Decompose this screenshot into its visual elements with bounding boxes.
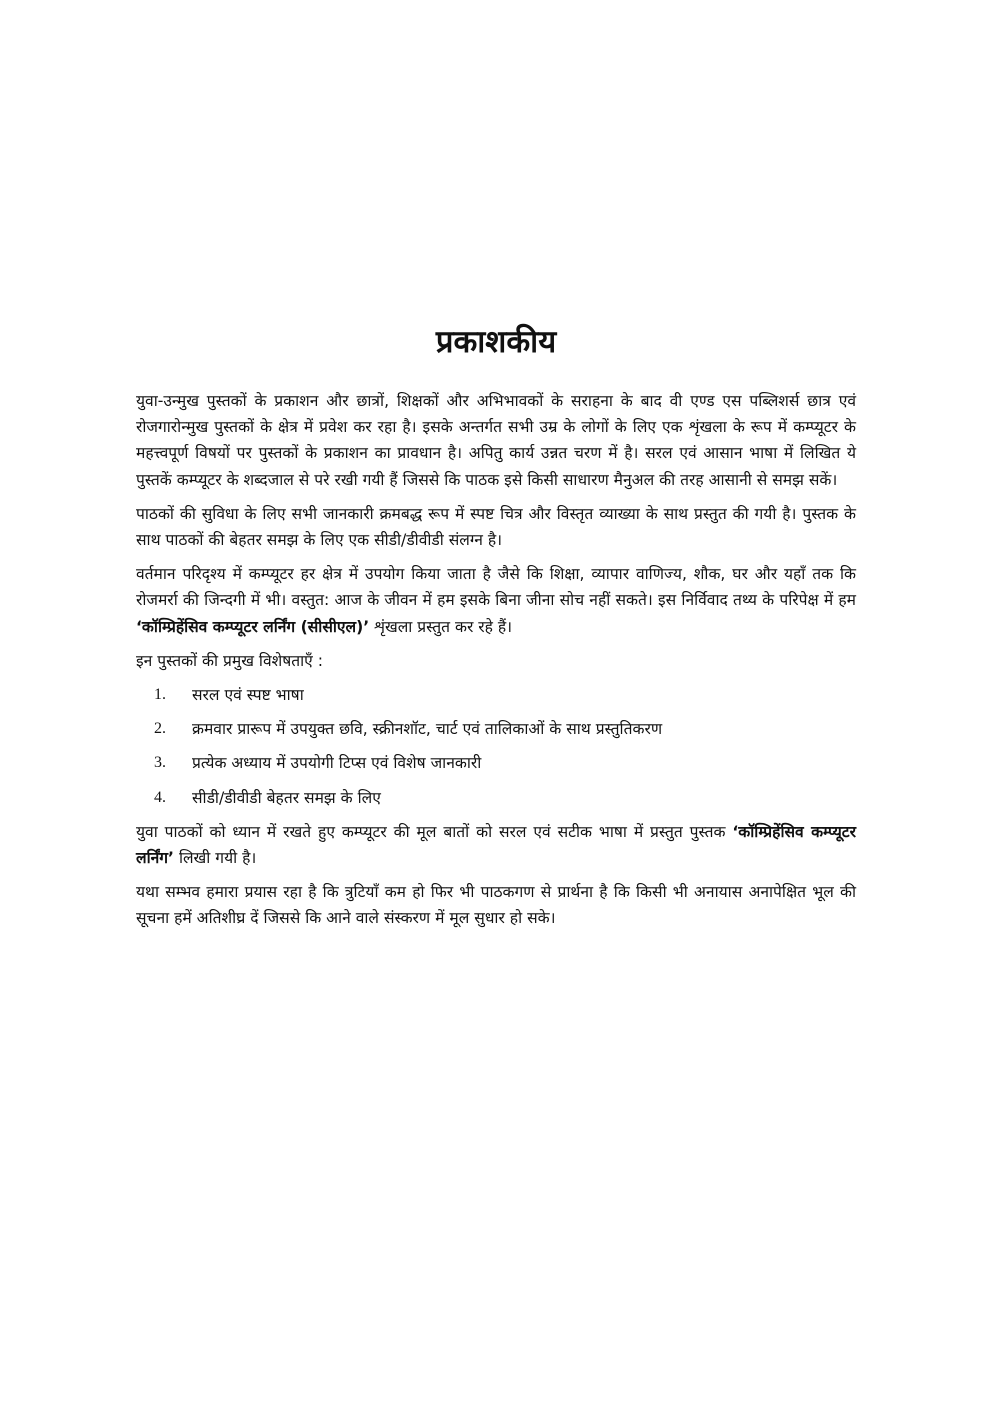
audience-paragraph [136,819,856,871]
list-item-text: प्रत्येक अध्याय में उपयोगी टिप्स एवं विशेष जानकारी [192,754,482,773]
list-item-number: 3. [154,754,166,772]
features-heading: इन पुस्तकों की प्रमुख विशेषताएँ : [136,651,324,670]
list-item-text: क्रमवार प्रारूप में उपयुक्त छवि, स्क्रीनशॉट, चार्ट एवं तालिकाओं के साथ प्रस्तुतिकरण [192,720,663,739]
list-item-number: 1. [154,686,166,704]
list-item-text: सरल एवं स्पष्ट भाषा [192,686,304,705]
list-item [136,750,856,776]
context-paragraph [136,561,856,640]
book-title: ‘कॉम्प्रिहेंसिव कम्प्यूटर लर्निंग’ [136,822,856,868]
context-text-end: शृंखला प्रस्तुत कर रहे हैं। [369,617,513,636]
convenience-paragraph: पाठकों की सुविधा के लिए सभी जानकारी क्रमबद्ध रूप में स्पष्ट चित्र और विस्तृत व्याख्या के साथ प्रस्तुत की गयी है। पुस्तक के साथ पाठकों की बेहतर समझ के लिए एक सीडी/डीवीडी संलग्न है। [136,504,856,550]
list-item-number: 2. [154,720,166,738]
closing-paragraph: यथा सम्भव हमारा प्रयास रहा है कि त्रुटियाँ कम हो फिर भी पाठकगण से प्रार्थना है कि किसी भी अनायास अनापेक्षित भूल की सूचना हमें अतिशीघ्र दें जिससे कि आने वाले संस्करण में मूल सुधार हो सके। [136,883,856,928]
list-item-number: 4. [154,788,166,806]
series-name: ‘कॉम्प्रिहेंसिव कम्प्यूटर लर्निंग (सीसीएल)’ [136,617,370,636]
page-title: प्रकाशकीय [435,323,557,360]
list-item [136,785,856,811]
audience-text-start: युवा पाठकों को ध्यान में रखते हुए कम्प्यूटर की मूल बातों को सरल एवं सटीक भाषा में प्रस्तुत पुस्तक [136,822,733,841]
list-item-text: सीडी/डीवीडी बेहतर समझ के लिए [192,788,381,807]
list-item [136,682,856,708]
audience-text-end: लिखी गयी है। [173,849,257,868]
context-text-start: वर्तमान परिदृश्य में कम्प्यूटर हर क्षेत्र में उपयोग किया जाता है जैसे कि शिक्षा, व्यापार वाणिज्य, शौक, घर और यहाँ तक कि रोजमर्रा की जिन्दगी में भी। वस्तुत: आज के जीवन में हम इसके बिना जीना सोच नहीं सकते। इस निर्विवाद तथ्य के परिपेक्ष में हम [136,565,856,610]
intro-paragraph: युवा-उन्मुख पुस्तकों के प्रकाशन और छात्रों, शिक्षकों और अभिभावकों के सराहना के बाद वी एण्ड एस पब्लिशर्स छात्र एवं रोजगारोन्मुख पुस्तकों के क्षेत्र में प्रवेश कर रहा है। इसके अन्तर्गत सभी उम्र के लोगों के लिए एक शृंखला के रूप में कम्प्यूटर के महत्त्वपूर्ण विषयों पर पुस्तकों के प्रकाशन का प्रावधान है। अपितु कार्य उन्नत चरण में है। सरल एवं आसान भाषा में लिखित ये पुस्तकें कम्प्यूटर के शब्दजाल से परे रखी गयी हैं जिससे कि पाठक इसे किसी साधारण मैनुअल की तरह आसानी से समझ सकें। [136,392,856,489]
features-list [136,682,856,811]
publisher-note-body [136,388,856,940]
list-item [136,716,856,742]
